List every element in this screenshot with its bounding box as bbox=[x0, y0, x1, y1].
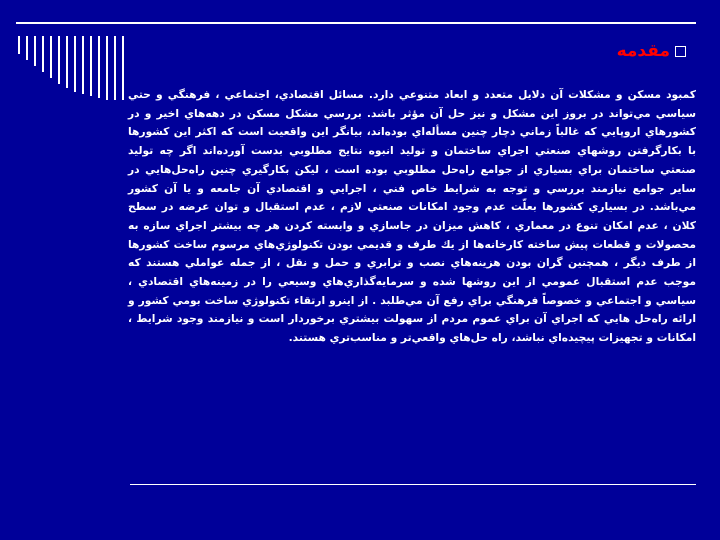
bottom-divider-line bbox=[130, 484, 696, 485]
stripe bbox=[26, 36, 28, 60]
slide-title: مقدمه bbox=[616, 41, 670, 61]
stripe bbox=[74, 36, 76, 92]
stripe bbox=[122, 36, 124, 100]
stripe bbox=[18, 36, 20, 54]
top-divider-line bbox=[16, 22, 696, 24]
stripe bbox=[58, 36, 60, 84]
stripe bbox=[90, 36, 92, 96]
body-paragraph: كمبود مسكن و مشكلات آن دلايل متعدد و ابعاد متنوعي دارد. مسائل اقتصادي، اجتماعي ، فرهنگي و حتي سياسي مي‌تواند در بروز اين مشكل و نيز حل آن مؤثر باشد. بررسي مشكل مسكن در دهه‌هاي اخير و در كشورهاي اروپايي كه غالباً زماني دچار چنين مسأله‌اي بوده‌اند، بيانگر اين واقعيت است كه اكثر اين كشورها با بكارگرفتن روشهاي صنعتي اجراي ساختمان و توليد انبوه نتايج مطلوبي بدست آورده‌اند اگر چه توليد صنعتي ساختمان براي بسياري از جوامع راه‌حل مطلوبي بوده است ، ليكن بكارگيري چنين راه‌حل‌هايي در ساير جوامع نيازمند بررسي و توجه به شرايط خاص فني ، اجرايي و اقتصادي آن جامعه و يا آن كشور مي‌باشد. در بسياري كشورها بعلّت عدم وجود امكانات صنعتي لازم ، عدم استقبال و توان عرضه در سطح كلان ، عدم امكان تنوع در معماري ، كاهش ميزان در جاسازي و وابسته كردن هر چه بيشتر اجراي سازه به محصولات و قطعات پيش ساخته كارخانه‌ها از يك طرف و قديمي بودن تكنولوژي‌هاي مرسوم ساخت كشورها از طرف ديگر ، همچنين گران بودن هزينه‌هاي نصب و ترابري و حمل و نقل ، از جمله عواملي هستند كه موجب عدم استقبال عمومي از اين روشها شده و سرمايه‌گذاري‌هاي وسيعي را در زمينه‌هاي اقتصادي ، سياسي و اجتماعي و خصوصاً فرهنگي براي رفع آن مي‌طلبد . از اينرو ارتقاء تكنولوژي ساخت بومي كشور و ارائه راه‌حل هايي كه اجراي آن براي عموم مردم از سهولت بيشتري برخوردار است و نيازمند وجود شرايط ، امكانات و تجهيزات پيچيده‌اي نباشد، راه حل‌هاي واقعي‌تر و مناسب‌تري هستند. bbox=[128, 88, 696, 345]
stripe bbox=[66, 36, 68, 88]
stripe bbox=[98, 36, 100, 98]
decorative-stripes bbox=[18, 36, 138, 100]
stripe bbox=[50, 36, 52, 78]
stripe bbox=[34, 36, 36, 66]
square-bullet-icon bbox=[675, 46, 686, 57]
stripe bbox=[82, 36, 84, 94]
stripe bbox=[42, 36, 44, 72]
stripe bbox=[114, 36, 116, 100]
stripe bbox=[106, 36, 108, 100]
